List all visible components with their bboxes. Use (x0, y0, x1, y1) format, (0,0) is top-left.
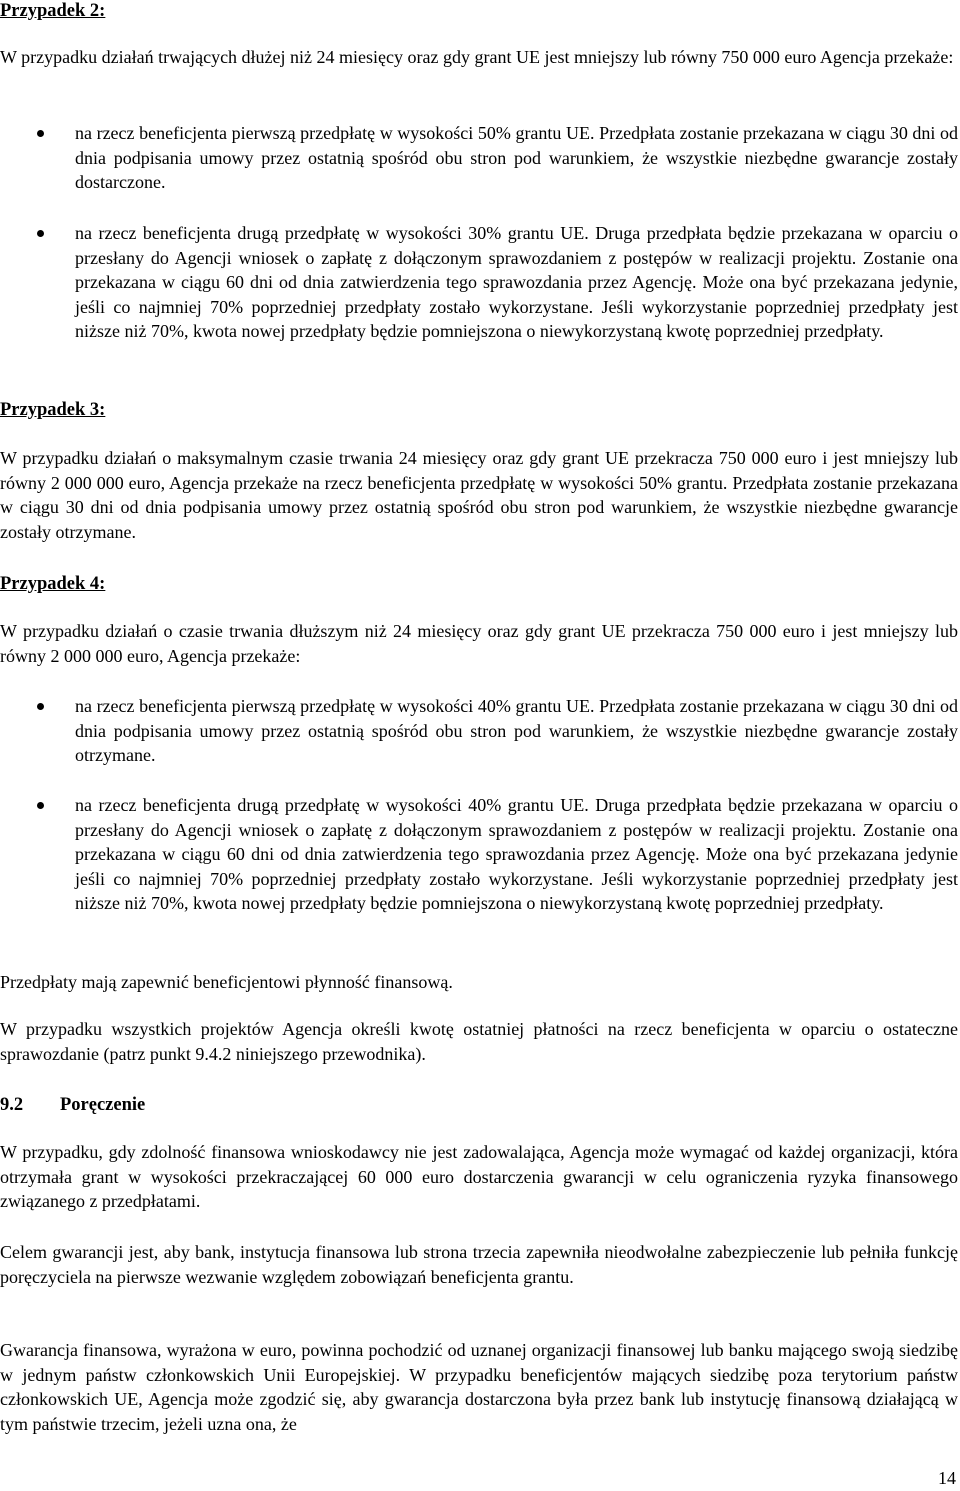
case2-intro: W przypadku działań trwających dłużej niż 24 miesięcy oraz gdy grant UE jest mniejszy lub równy 750 000 euro Agencja przekaże: (0, 47, 954, 67)
case4-bullet-1 (0, 694, 958, 768)
case3-paragraph: W przypadku działań o maksymalnym czasie trwania 24 miesięcy oraz gdy grant UE przekracza 750 000 euro i jest mniejszy lub równy 2 000 000 euro, Agencja przekaże na rzecz beneficjenta przedpłatę w wysokości 50% grantu. Przedpłata zostanie przekazana w ciągu 30 dni od dnia podpisania umowy przez ostatnią spośród obu stron pod warunkiem, że wszystkie niezbędne gwarancje zostały otrzymane. (0, 448, 958, 542)
case3-heading: Przypadek 3: (0, 400, 106, 420)
page-number: 14 (938, 1468, 956, 1488)
case2-heading: Przypadek 2: (0, 1, 106, 21)
bullet-icon (37, 130, 44, 137)
guarantee-paragraph-3: Gwarancja finansowa, wyrażona w euro, powinna pochodzić od uznanej organizacji finansowej lub banku mającego swoją siedzibę w jednym państw członkowskich Unii Europejskiej. W przypadku beneficjentów mających siedzibę poza terytorium państw członkowskich UE, Agencja może zgodzić się, aby gwarancja dostarczona była przez bank lub instytucję finansową działającą w tym państwie trzecim, jeżeli uzna ona, że (0, 1340, 958, 1434)
section-number: 9.2 (0, 1095, 24, 1115)
guarantee-paragraph-2: Celem gwarancji jest, aby bank, instytucja finansowa lub strona trzecia zapewniła nieodwołalne zabezpieczenie lub pełniła funkcję poręczyciela na pierwsze wezwanie względem zobowiązań beneficjenta grantu. (0, 1242, 958, 1287)
liquidity-note: Przedpłaty mają zapewnić beneficjentowi płynność finansową. (0, 972, 453, 992)
case2-bullet-2 (0, 221, 958, 344)
bullet-icon (37, 703, 44, 710)
final-payment-note: W przypadku wszystkich projektów Agencja określi kwotę ostatniej płatności na rzecz beneficjenta w oparciu o ostateczne sprawozdanie (patrz punkt 9.4.2 niniejszego przewodnika). (0, 1019, 958, 1064)
case2-bullet-1 (0, 121, 958, 195)
case4-intro: W przypadku działań o czasie trwania dłuższym niż 24 miesięcy oraz gdy grant UE przekracza 750 000 euro i jest mniejszy lub równy 2 000 000 euro, Agencja przekaże: (0, 621, 958, 666)
case2-bullet-1-text: na rzecz beneficjenta pierwszą przedpłatę w wysokości 50% grantu UE. Przedpłata zostanie przekazana w ciągu 30 dni od dnia podpisania umowy przez ostatnią spośród obu stron pod warunkiem, że wszystkie niezbędne gwarancje zostały dostarczone. (75, 123, 958, 192)
case4-bullet-2 (0, 793, 958, 916)
section-title: Poręczenie (60, 1095, 146, 1115)
case2-bullet-2-text: na rzecz beneficjenta drugą przedpłatę w wysokości 30% grantu UE. Druga przedpłata będzie przekazana w oparciu o przesłany do Agencji wniosek o zapłatę z dołączonym sprawozdaniem z postępów w realizacji projektu. Zostanie ona przekazana w ciągu 60 dni od dnia zatwierdzenia tego sprawozdania przez Agencję. Może ona być przekazana jedynie, jeśli co najmniej 70% poprzedniej przedpłaty zostało wykorzystane. Jeśli wykorzystanie poprzedniej przedpłaty jest niższe niż 70%, kwota nowej przedpłaty będzie pomniejszona o niewykorzystaną kwotę poprzedniej przedpłaty. (75, 223, 958, 341)
section-heading (0, 1094, 145, 1116)
bullet-icon (37, 802, 44, 809)
case4-bullet-2-text: na rzecz beneficjenta drugą przedpłatę w wysokości 40% grantu UE. Druga przedpłata będzie przekazana w oparciu o przesłany do Agencji wniosek o zapłatę z dołączonym sprawozdaniem z postępów w realizacji projektu. Zostanie ona przekazana w ciągu 60 dni od dnia zatwierdzenia tego sprawozdania przez Agencję. Może ona być przekazana jedynie jeśli co najmniej 70% poprzedniej przedpłaty zostało wykorzystane. Jeśli wykorzystanie poprzedniej przedpłaty jest niższe niż 70%, kwota nowej przedpłaty będzie pomniejszona o niewykorzystaną kwotę poprzedniej przedpłaty. (75, 795, 958, 913)
case4-heading: Przypadek 4: (0, 574, 106, 594)
bullet-icon (37, 230, 44, 237)
case4-bullet-1-text: na rzecz beneficjenta pierwszą przedpłatę w wysokości 40% grantu UE. Przedpłata zostanie przekazana w ciągu 30 dni od dnia podpisania umowy przez ostatnią spośród obu stron pod warunkiem, że wszystkie niezbędne gwarancje zostały otrzymane. (75, 696, 958, 765)
guarantee-paragraph-1: W przypadku, gdy zdolność finansowa wnioskodawcy nie jest zadowalająca, Agencja może wymagać od każdej organizacji, która otrzymała grant w wysokości przekraczającej 60 000 euro dostarczenia gwarancji w celu ograniczenia ryzyka finansowego związanego z przedpłatami. (0, 1142, 958, 1211)
